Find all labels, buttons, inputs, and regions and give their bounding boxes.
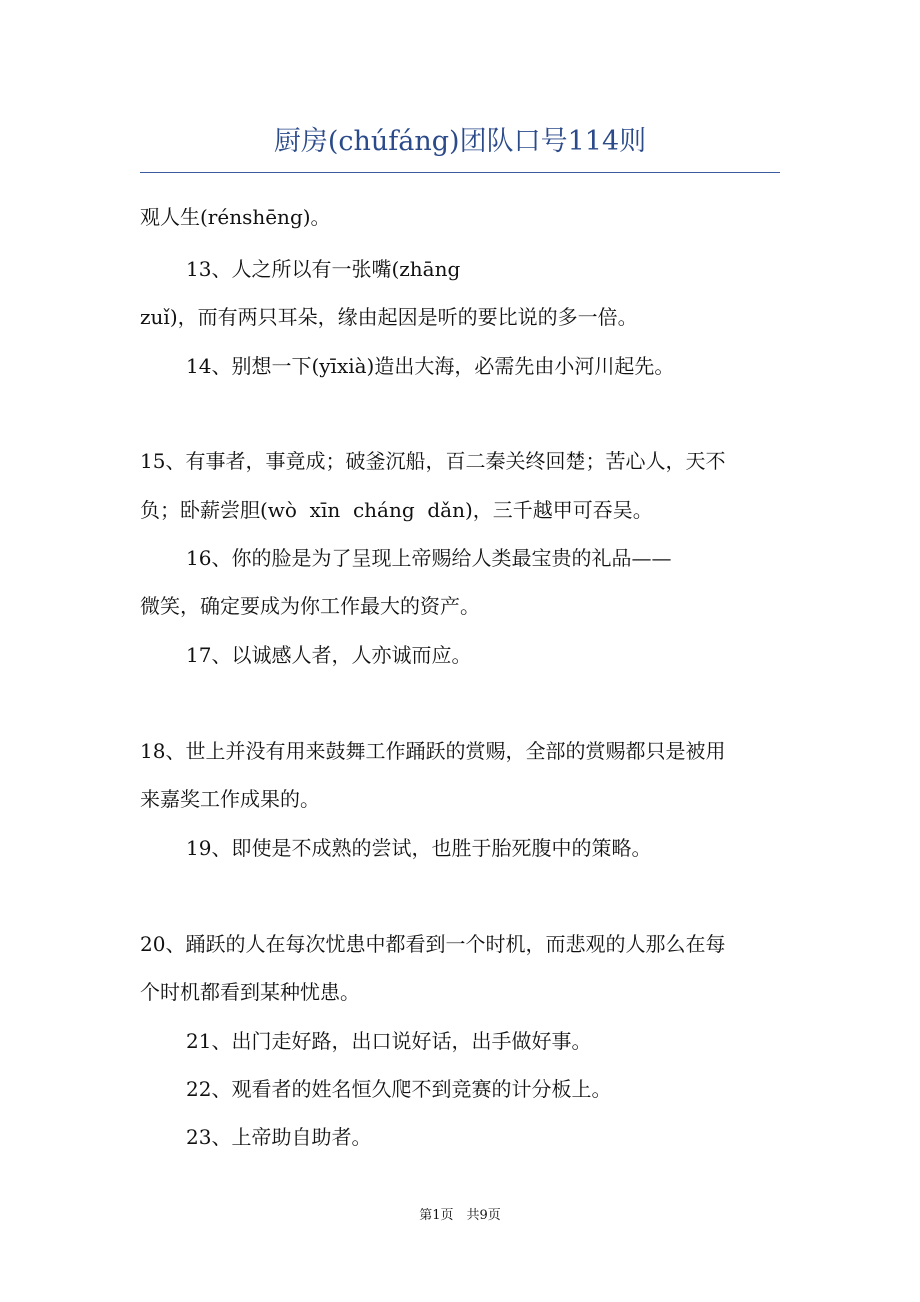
slogan-20-line-1: 20、踊跃的人在每次忧患中都看到一个时机，而悲观的人那么在每 (140, 932, 726, 956)
text-line-continuation: 观人生(rénshēng)。 (140, 205, 331, 229)
slogan-14: 14、别想一下(yīxià)造出大海，必需先由小河川起先。 (186, 354, 675, 378)
slogan-13-line-2: zuǐ)，而有两只耳朵，缘由起因是听的要比说的多一倍。 (140, 305, 638, 329)
title-divider (140, 172, 780, 173)
slogan-19: 19、即使是不成熟的尝试，也胜于胎死腹中的策略。 (186, 836, 652, 860)
slogan-16-line-1: 16、你的脸是为了呈现上帝赐给人类最宝贵的礼品—— (186, 546, 672, 570)
page-footer: 第1页 共9页 (419, 1208, 501, 1223)
slogan-22: 22、观看者的姓名恒久爬不到竞赛的计分板上。 (186, 1077, 612, 1101)
slogan-18-line-2: 来嘉奖工作成果的。 (140, 787, 320, 811)
slogan-16-line-2: 微笑，确定要成为你工作最大的资产。 (140, 594, 480, 618)
slogan-18-line-1: 18、世上并没有用来鼓舞工作踊跃的赏赐，全部的赏赐都只是被用 (140, 739, 726, 763)
page-title: 厨房(chúfáng)团队口号114则 (273, 126, 647, 157)
slogan-13-line-1: 13、人之所以有一张嘴(zhāng (186, 257, 461, 281)
slogan-20-line-2: 个时机都看到某种忧患。 (140, 980, 360, 1004)
slogan-15-line-1: 15、有事者，事竟成；破釜沉船，百二秦关终回楚；苦心人，天不 (140, 449, 726, 473)
slogan-21: 21、出门走好路，出口说好话，出手做好事。 (186, 1029, 592, 1053)
slogan-17: 17、以诚感人者，人亦诚而应。 (186, 643, 472, 667)
slogan-23: 23、上帝助自助者。 (186, 1125, 372, 1149)
slogan-15-line-2: 负；卧薪尝胆(wò xīn cháng dǎn)，三千越甲可吞吴。 (140, 498, 653, 522)
